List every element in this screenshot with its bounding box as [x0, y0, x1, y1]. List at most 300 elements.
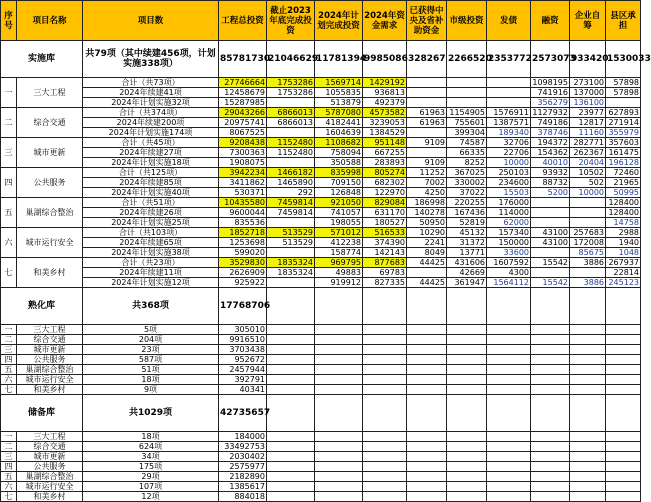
cell-value: 122970	[363, 188, 407, 198]
empty-cell	[407, 365, 447, 375]
cell-value: 1564112	[487, 278, 531, 288]
reserve-total: 42735657	[219, 395, 267, 432]
cell-value: 50995	[606, 188, 641, 198]
empty-cell	[315, 288, 363, 325]
cell-value: 682302	[363, 178, 407, 188]
row-total: 2457944	[219, 365, 267, 375]
row-label: 合计（共125项）	[83, 168, 219, 178]
group-seq: 三	[1, 138, 17, 168]
empty-cell	[606, 482, 641, 492]
empty-cell	[407, 335, 447, 345]
empty-cell	[267, 385, 315, 395]
empty-cell	[487, 395, 531, 432]
empty-cell	[606, 375, 641, 385]
empty-cell	[531, 472, 570, 482]
row-name: 综合交通	[17, 335, 83, 345]
cell-value: 10435580	[219, 198, 267, 208]
empty-cell	[363, 395, 407, 432]
cell-value: 2241	[407, 238, 447, 248]
header-self: 企业自筹	[570, 1, 606, 41]
empty-cell	[570, 472, 606, 482]
cell-value: 69783	[363, 268, 407, 278]
cell-value: 44425	[407, 278, 447, 288]
empty-cell	[407, 442, 447, 452]
group-seq: 六	[1, 228, 17, 258]
table-row	[1, 88, 641, 98]
cell-value: 399304	[447, 128, 487, 138]
cell-value	[531, 218, 570, 228]
empty-cell	[531, 345, 570, 355]
cell-value: 57898	[606, 78, 641, 88]
row-count: 12项	[83, 492, 219, 502]
empty-cell	[267, 492, 315, 502]
cell-value: 137000	[570, 88, 606, 98]
cell-value: 14758	[606, 218, 641, 228]
cell-value: 1465890	[267, 178, 315, 188]
impl-city: 2266520	[447, 41, 487, 78]
cell-value	[267, 158, 315, 168]
cell-value	[606, 98, 641, 108]
cell-value: 21965	[606, 178, 641, 188]
row-count: 587项	[83, 355, 219, 365]
cell-value: 1753286	[267, 78, 315, 88]
cell-value: 1055835	[315, 88, 363, 98]
empty-cell	[570, 345, 606, 355]
impl-total: 85781730	[219, 41, 267, 78]
empty-cell	[570, 335, 606, 345]
cell-value: 502	[570, 178, 606, 188]
empty-cell	[315, 462, 363, 472]
empty-cell	[487, 385, 531, 395]
cell-value: 267937	[606, 258, 641, 268]
empty-cell	[606, 385, 641, 395]
header-city: 市级投资	[447, 1, 487, 41]
empty-cell	[606, 442, 641, 452]
reserve-label: 储备库	[1, 395, 83, 432]
cell-value: 431606	[447, 258, 487, 268]
cell-value: 1908075	[219, 158, 267, 168]
empty-cell	[315, 432, 363, 442]
empty-cell	[570, 492, 606, 502]
row-name: 三大工程	[17, 432, 83, 442]
cell-value: 513529	[267, 238, 315, 248]
header-row	[1, 1, 641, 41]
header-seq: 序号	[1, 1, 17, 41]
empty-cell	[363, 472, 407, 482]
cell-value: 919912	[315, 278, 363, 288]
cell-value: 627893	[606, 108, 641, 118]
table-row	[1, 268, 641, 278]
row-seq: 六	[1, 482, 17, 492]
empty-cell	[363, 452, 407, 462]
empty-cell	[606, 365, 641, 375]
table-body	[1, 1, 651, 502]
row-label: 合计（共23项）	[83, 258, 219, 268]
cell-value: 1108682	[315, 138, 363, 148]
cell-value: 273100	[570, 78, 606, 88]
cell-value: 37022	[447, 188, 487, 198]
cell-value: 15503	[487, 188, 531, 198]
cell-value: 250103	[487, 168, 531, 178]
mature-summary-row	[1, 288, 641, 325]
table-row	[1, 138, 641, 148]
impl-county: 1530033	[606, 41, 641, 78]
empty-cell	[531, 385, 570, 395]
row-total: 952672	[219, 355, 267, 365]
row-label: 2024年续建65项	[83, 238, 219, 248]
cell-value	[487, 98, 531, 108]
table-row	[1, 248, 641, 258]
cell-value: 4182441	[315, 118, 363, 128]
empty-cell	[487, 482, 531, 492]
row-total: 184000	[219, 432, 267, 442]
cell-value: 1466182	[267, 168, 315, 178]
table-row	[1, 188, 641, 198]
table-row	[1, 385, 641, 395]
cell-value: 61963	[407, 118, 447, 128]
cell-value: 4250	[407, 188, 447, 198]
cell-value: 492379	[363, 98, 407, 108]
row-total: 1385617	[219, 482, 267, 492]
cell-value	[531, 198, 570, 208]
empty-cell	[531, 395, 570, 432]
cell-value: 1569714	[315, 78, 363, 88]
empty-cell	[531, 432, 570, 442]
cell-value: 1576911	[487, 108, 531, 118]
empty-cell	[407, 395, 447, 432]
empty-cell	[267, 335, 315, 345]
row-seq: 七	[1, 385, 17, 395]
group-seq: 二	[1, 108, 17, 138]
cell-value: 43100	[531, 228, 570, 238]
empty-cell	[407, 492, 447, 502]
cell-value: 1387571	[487, 118, 531, 128]
empty-cell	[363, 442, 407, 452]
cell-value: 6866013	[267, 118, 315, 128]
cell-value	[407, 128, 447, 138]
row-label: 2024年续建41项	[83, 88, 219, 98]
empty-cell	[267, 482, 315, 492]
cell-value: 2626909	[219, 268, 267, 278]
cell-value: 234600	[487, 178, 531, 188]
cell-value: 921050	[315, 198, 363, 208]
table-row	[1, 492, 641, 502]
cell-value: 22706	[487, 148, 531, 158]
cell-value: 925922	[219, 278, 267, 288]
empty-cell	[407, 462, 447, 472]
empty-cell	[531, 452, 570, 462]
row-count: 9项	[83, 385, 219, 395]
cell-value: 3239053	[363, 118, 407, 128]
row-label: 2024年计划实施38项	[83, 248, 219, 258]
mature-count: 共368项	[83, 288, 219, 325]
empty-cell	[363, 288, 407, 325]
empty-cell	[363, 355, 407, 365]
header-done2023: 截止2023年底完成投资	[267, 1, 315, 41]
cell-value: 330002	[447, 178, 487, 188]
cell-value: 361947	[447, 278, 487, 288]
cell-value: 10290	[407, 228, 447, 238]
cell-value: 709150	[315, 178, 363, 188]
cell-value: 4573582	[363, 108, 407, 118]
empty-cell	[487, 442, 531, 452]
cell-value: 57898	[606, 88, 641, 98]
cell-value	[407, 268, 447, 278]
cell-value: 741057	[315, 208, 363, 218]
empty-cell	[267, 345, 315, 355]
impl-self: 933420	[570, 41, 606, 78]
cell-value: 1152480	[267, 148, 315, 158]
table-row	[1, 208, 641, 218]
impl-bond: 2353772	[487, 41, 531, 78]
empty-cell	[447, 335, 487, 345]
empty-cell	[447, 365, 487, 375]
empty-cell	[447, 462, 487, 472]
cell-value: 10000	[570, 188, 606, 198]
cell-value: 7459814	[267, 198, 315, 208]
cell-value: 1604639	[315, 128, 363, 138]
empty-cell	[267, 355, 315, 365]
empty-cell	[407, 345, 447, 355]
cell-value: 2988	[606, 228, 641, 238]
empty-cell	[363, 492, 407, 502]
cell-value: 172008	[570, 238, 606, 248]
empty-cell	[407, 472, 447, 482]
cell-value: 85675	[570, 248, 606, 258]
cell-value: 282771	[570, 138, 606, 148]
cell-value: 1753286	[267, 88, 315, 98]
cell-value	[570, 268, 606, 278]
row-count: 51项	[83, 365, 219, 375]
header-central: 已获得中央及省补助资金	[407, 1, 447, 41]
empty-cell	[447, 385, 487, 395]
cell-value: 93932	[531, 168, 570, 178]
cell-value: 1048	[606, 248, 641, 258]
empty-cell	[363, 335, 407, 345]
table-row	[1, 472, 641, 482]
cell-value	[267, 128, 315, 138]
cell-value: 3886	[570, 258, 606, 268]
empty-cell	[267, 288, 315, 325]
table-row	[1, 462, 641, 472]
empty-cell	[531, 375, 570, 385]
empty-cell	[363, 375, 407, 385]
row-name: 公共服务	[17, 462, 83, 472]
empty-cell	[447, 442, 487, 452]
cell-value: 198055	[315, 218, 363, 228]
empty-cell	[487, 432, 531, 442]
impl-finance: 2573073	[531, 41, 570, 78]
cell-value: 1835324	[267, 268, 315, 278]
cell-value: 245123	[606, 278, 641, 288]
group-seq: 四	[1, 168, 17, 198]
cell-value	[407, 78, 447, 88]
cell-value	[407, 88, 447, 98]
cell-value: 161475	[606, 148, 641, 158]
row-count: 175项	[83, 462, 219, 472]
cell-value: 835536	[219, 218, 267, 228]
row-label: 2024年计划实施174项	[83, 128, 219, 138]
cell-value: 49883	[315, 268, 363, 278]
table-row	[1, 345, 641, 355]
empty-cell	[447, 452, 487, 462]
empty-cell	[487, 365, 531, 375]
empty-cell	[315, 335, 363, 345]
cell-value: 3942234	[219, 168, 267, 178]
cell-value: 142143	[363, 248, 407, 258]
row-seq: 一	[1, 325, 17, 335]
cell-value: 3529830	[219, 258, 267, 268]
table-row	[1, 452, 641, 462]
empty-cell	[487, 472, 531, 482]
cell-value: 829084	[363, 198, 407, 208]
impl-label: 实施库	[1, 41, 83, 78]
empty-cell	[363, 325, 407, 335]
reserve-count: 共1029项	[83, 395, 219, 432]
cell-value: 8049	[407, 248, 447, 258]
empty-cell	[447, 432, 487, 442]
empty-cell	[447, 325, 487, 335]
group-name: 城市更新	[17, 138, 83, 168]
cell-value: 1852718	[219, 228, 267, 238]
cell-value: 11160	[570, 128, 606, 138]
empty-cell	[267, 442, 315, 452]
empty-cell	[606, 395, 641, 432]
table-row	[1, 158, 641, 168]
table-row	[1, 482, 641, 492]
row-total: 305010	[219, 325, 267, 335]
cell-value	[447, 98, 487, 108]
empty-cell	[606, 492, 641, 502]
row-seq: 四	[1, 355, 17, 365]
cell-value: 15542	[531, 258, 570, 268]
empty-cell	[363, 432, 407, 442]
cell-value: 749186	[531, 118, 570, 128]
cell-value	[487, 88, 531, 98]
empty-cell	[315, 482, 363, 492]
cell-value: 7300363	[219, 148, 267, 158]
empty-cell	[267, 375, 315, 385]
cell-value: 52819	[447, 218, 487, 228]
cell-value: 40010	[531, 158, 570, 168]
cell-value: 196128	[606, 158, 641, 168]
cell-value: 180527	[363, 218, 407, 228]
row-name: 巢湖综合整治	[17, 472, 83, 482]
cell-value: 7459814	[267, 208, 315, 218]
row-total: 9916510	[219, 335, 267, 345]
empty-cell	[531, 325, 570, 335]
cell-value: 283893	[363, 158, 407, 168]
empty-cell	[407, 482, 447, 492]
empty-cell	[531, 492, 570, 502]
cell-value: 1384529	[363, 128, 407, 138]
cell-value: 31372	[447, 238, 487, 248]
header-need2024: 2024年资金需求	[363, 1, 407, 41]
cell-value: 15542	[531, 278, 570, 288]
header-bond: 发债	[487, 1, 531, 41]
cell-value: 599020	[219, 248, 267, 258]
cell-value: 6866013	[267, 108, 315, 118]
cell-value: 8252	[447, 158, 487, 168]
row-label: 2024年续建27项	[83, 148, 219, 158]
empty-cell	[447, 472, 487, 482]
empty-cell	[487, 452, 531, 462]
row-seq: 四	[1, 462, 17, 472]
cell-value: 33600	[487, 248, 531, 258]
empty-cell	[267, 365, 315, 375]
row-label: 2024年续建85项	[83, 178, 219, 188]
cell-value: 951148	[363, 138, 407, 148]
cell-value: 167436	[447, 208, 487, 218]
table-row	[1, 335, 641, 345]
cell-value: 9208438	[219, 138, 267, 148]
empty-cell	[487, 462, 531, 472]
group-name: 公共服务	[17, 168, 83, 198]
row-label: 合计（共45项）	[83, 138, 219, 148]
cell-value: 72460	[606, 168, 641, 178]
group-seq: 五	[1, 198, 17, 228]
cell-value	[267, 98, 315, 108]
cell-value	[570, 198, 606, 208]
cell-value: 271914	[606, 118, 641, 128]
cell-value: 1835324	[267, 258, 315, 268]
empty-cell	[570, 288, 606, 325]
cell-value: 513879	[315, 98, 363, 108]
cell-value: 758094	[315, 148, 363, 158]
table-row	[1, 258, 641, 268]
row-label: 合计（共103项）	[83, 228, 219, 238]
empty-cell	[315, 365, 363, 375]
empty-cell	[531, 462, 570, 472]
cell-value: 9600044	[219, 208, 267, 218]
row-count: 18项	[83, 432, 219, 442]
cell-value: 43100	[531, 238, 570, 248]
table-row	[1, 128, 641, 138]
row-seq: 六	[1, 375, 17, 385]
impl-count: 共79项（其中续建456项，计划实施338项）	[83, 41, 219, 78]
cell-value: 29043266	[219, 108, 267, 118]
table-row	[1, 365, 641, 375]
empty-cell	[606, 335, 641, 345]
cell-value: 378746	[531, 128, 570, 138]
empty-cell	[570, 395, 606, 432]
cell-value: 374390	[363, 238, 407, 248]
cell-value: 27746664	[219, 78, 267, 88]
empty-cell	[531, 335, 570, 345]
header-count: 项目数	[83, 1, 219, 41]
table-row	[1, 178, 641, 188]
cell-value: 8067525	[219, 128, 267, 138]
empty-cell	[487, 355, 531, 365]
empty-cell	[315, 325, 363, 335]
empty-cell	[487, 345, 531, 355]
table-row	[1, 238, 641, 248]
header-finance: 融资	[531, 1, 570, 41]
header-name: 项目名称	[17, 1, 83, 41]
empty-cell	[487, 335, 531, 345]
group-name: 三大工程	[17, 78, 83, 108]
empty-cell	[487, 375, 531, 385]
row-name: 三大工程	[17, 325, 83, 335]
row-label: 合计（共73项）	[83, 78, 219, 88]
cell-value: 66335	[447, 148, 487, 158]
empty-cell	[606, 472, 641, 482]
cell-value: 176000	[487, 198, 531, 208]
cell-value: 1607592	[487, 258, 531, 268]
empty-cell	[315, 442, 363, 452]
cell-value: 257683	[570, 228, 606, 238]
empty-cell	[570, 365, 606, 375]
